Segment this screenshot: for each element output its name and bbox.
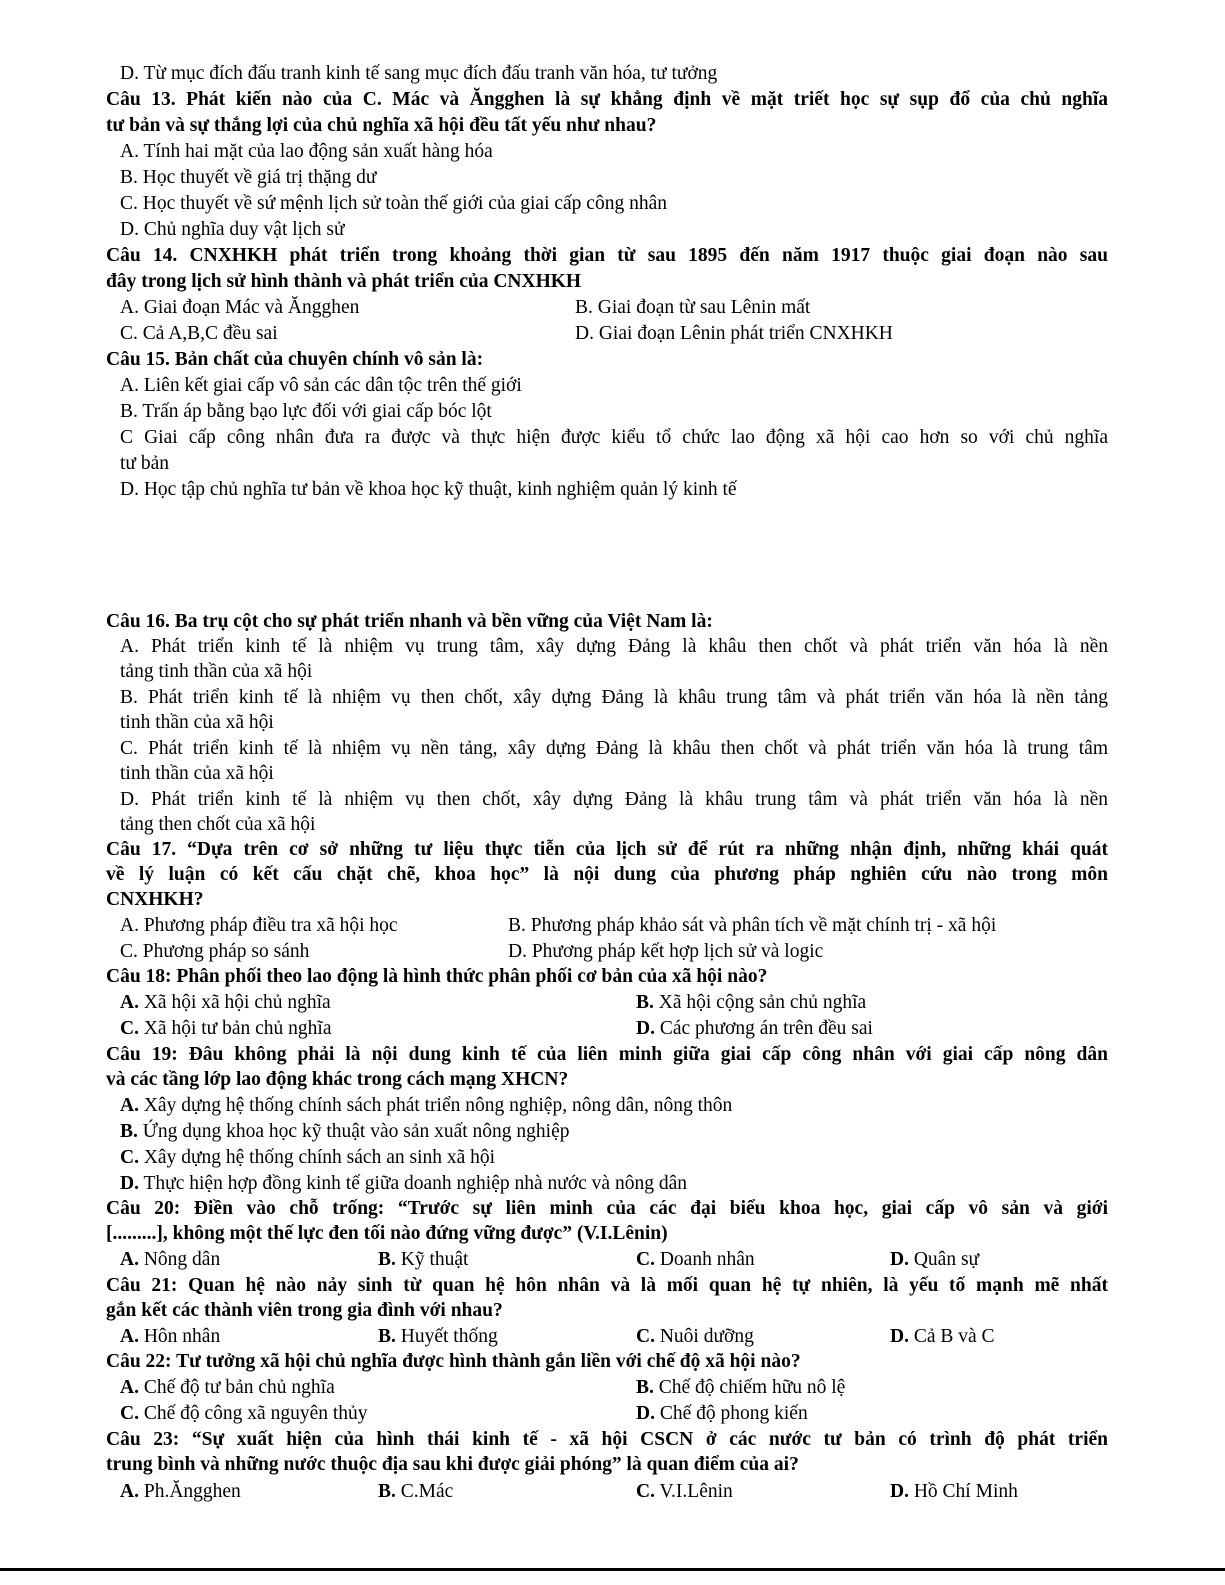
option-text: Nuôi dưỡng xyxy=(654,1326,754,1347)
option-text: Kỹ thuật xyxy=(395,1249,469,1270)
option-b xyxy=(378,1480,453,1504)
question-21-text-cont: gắn kết các thành viên trong gia đình với nhau? xyxy=(106,1300,503,1321)
option-key: D. xyxy=(636,1403,655,1424)
option-d xyxy=(890,1325,995,1349)
option-a xyxy=(120,1480,241,1504)
question-14-text: Câu 14. CNXHKH phát triển trong khoảng thời gian từ sau 1895 đến năm 1917 thuộc giai đoạn nào sau xyxy=(106,245,1108,266)
option-d xyxy=(890,1480,1018,1504)
question-20-text: Câu 20: Điền vào chỗ trống: “Trước sự liên minh của các đại biểu khoa học, giai cấp vô sản và giới xyxy=(106,1198,1108,1219)
option-d: D. Chủ nghĩa duy vật lịch sử xyxy=(120,219,345,240)
question-16-text: Câu 16. Ba trụ cột cho sự phát triển nhanh và bền vững của Việt Nam là: xyxy=(106,611,713,632)
option-a: A. Tính hai mặt của lao động sản xuất hàng hóa xyxy=(120,141,493,162)
option-b xyxy=(636,1376,845,1400)
page-bottom-divider xyxy=(0,1568,1225,1571)
option-b: B. Trấn áp bằng bạo lực đối với giai cấp bóc lột xyxy=(120,401,492,422)
option-c: C. Học thuyết về sứ mệnh lịch sử toàn thế giới của giai cấp công nhân xyxy=(120,193,667,214)
option-a: A. Phương pháp điều tra xã hội học xyxy=(120,915,398,936)
option-text: Xây dựng hệ thống chính sách phát triển nông nghiệp, nông dân, nông thôn xyxy=(138,1095,733,1116)
option-key: C. xyxy=(120,1018,139,1039)
option-key: C. xyxy=(120,1147,139,1168)
option-d xyxy=(636,1402,808,1426)
option-text: Ứng dụng khoa học kỹ thuật vào sản xuất nông nghiệp xyxy=(137,1121,570,1142)
question-23-text-cont: trung bình và những nước thuộc địa sau khi được giải phóng” là quan điểm của ai? xyxy=(106,1454,799,1475)
option-d-cont: tảng then chốt của xã hội xyxy=(120,814,316,835)
question-17-text-cont: về lý luận có kết cấu chặt chẽ, khoa học” là nội dung của phương pháp nghiên cứu nào trong môn xyxy=(106,864,1108,885)
question-15-text: Câu 15. Bản chất của chuyên chính vô sản là: xyxy=(106,349,484,370)
option-text: Cả B và C xyxy=(908,1326,995,1347)
option-a xyxy=(120,1248,220,1272)
option-a xyxy=(120,1376,335,1400)
option-a-cont: tảng tinh thần của xã hội xyxy=(120,661,313,682)
option-b xyxy=(120,1120,570,1144)
option-c xyxy=(120,1017,332,1041)
option-c xyxy=(636,1248,755,1272)
option-text: Hôn nhân xyxy=(138,1326,221,1347)
option-key: A. xyxy=(120,1249,139,1270)
option-d xyxy=(120,1172,687,1196)
question-22-text: Câu 22: Tư tưởng xã hội chủ nghĩa được hình thành gắn liền với chế độ xã hội nào? xyxy=(106,1351,801,1372)
question-13-text: Câu 13. Phát kiến nào của C. Mác và Ăngghen là sự khẳng định về mặt triết học sự sụp đổ của chủ nghĩa xyxy=(106,89,1108,110)
option-key: B. xyxy=(378,1481,396,1502)
option-text: Doanh nhân xyxy=(654,1249,755,1270)
option-key: C. xyxy=(636,1481,655,1502)
option-text: Chế độ công xã nguyên thủy xyxy=(138,1403,368,1424)
question-17-text-end: CNXHKH? xyxy=(106,889,204,910)
option-key: A. xyxy=(120,1481,139,1502)
option-b-cont: tinh thần của xã hội xyxy=(120,712,274,733)
option-b xyxy=(378,1248,468,1272)
option-text: Thực hiện hợp đồng kinh tế giữa doanh nghiệp nhà nước và nông dân xyxy=(138,1173,687,1194)
question-20-text-cont: [.........], không một thế lực đen tối nào đứng vững được” (V.I.Lênin) xyxy=(106,1223,668,1244)
option-text: Hồ Chí Minh xyxy=(908,1481,1018,1502)
option-key: A. xyxy=(120,1326,139,1347)
option-b: B. Giai đoạn từ sau Lênin mất xyxy=(575,297,811,318)
option-c-cont: tinh thần của xã hội xyxy=(120,763,274,784)
option-text: Xã hội cộng sản chủ nghĩa xyxy=(653,992,867,1013)
option-c: C. Cả A,B,C đều sai xyxy=(120,323,278,344)
option-key: C. xyxy=(120,1403,139,1424)
option-key: C. xyxy=(636,1249,655,1270)
option-c xyxy=(636,1325,754,1349)
question-23-text: Câu 23: “Sự xuất hiện của hình thái kinh tế - xã hội CSCN ở các nước tư bản có trình độ phát triển xyxy=(106,1429,1108,1450)
option-key: D. xyxy=(890,1481,909,1502)
option-c xyxy=(120,1402,368,1426)
option-text: Chế độ chiếm hữu nô lệ xyxy=(653,1377,846,1398)
option-a: A. Phát triển kinh tế là nhiệm vụ trung tâm, xây dựng Đảng là khâu then chốt và phát triển văn hóa là nền xyxy=(120,636,1108,657)
option-d: D. Phát triển kinh tế là nhiệm vụ then chốt, xây dựng Đảng là khâu trung tâm và phát triển văn hóa là nền xyxy=(120,789,1108,810)
option-d xyxy=(636,1017,873,1041)
option-c-cont: tư bản xyxy=(120,453,170,474)
option-b: B. Phát triển kinh tế là nhiệm vụ then chốt, xây dựng Đảng là khâu trung tâm và phát triển văn hóa là nền tảng xyxy=(120,687,1108,708)
question-13-text-cont: tư bản và sự thắng lợi của chủ nghĩa xã hội đều tất yếu như nhau? xyxy=(106,115,657,136)
option-text: Các phương án trên đều sai xyxy=(654,1018,873,1039)
option-key: B. xyxy=(378,1326,396,1347)
option-key: D. xyxy=(120,1173,139,1194)
option-text: C.Mác xyxy=(395,1481,454,1502)
option-b xyxy=(378,1325,498,1349)
option-key: A. xyxy=(120,1377,139,1398)
option-a: A. Giai đoạn Mác và Ăngghen xyxy=(120,297,360,318)
question-17-text: Câu 17. “Dựa trên cơ sở những tư liệu thực tiễn của lịch sử để rút ra những nhận định, những khái quát xyxy=(106,839,1108,860)
option-c xyxy=(636,1480,733,1504)
question-19-text-cont: và các tầng lớp lao động khác trong cách mạng XHCN? xyxy=(106,1069,569,1090)
option-text: Huyết thống xyxy=(395,1326,498,1347)
question-14-text-cont: đây trong lịch sử hình thành và phát triển của CNXHKH xyxy=(106,271,582,292)
option-text: Xã hội xã hội chủ nghĩa xyxy=(138,992,331,1013)
option-text: Ph.Ăngghen xyxy=(138,1481,241,1502)
question-18-text: Câu 18: Phân phối theo lao động là hình thức phân phối cơ bản của xã hội nào? xyxy=(106,966,768,987)
option-b: B. Phương pháp khảo sát và phân tích về mặt chính trị - xã hội xyxy=(508,915,997,936)
option-text: Chế độ phong kiến xyxy=(654,1403,808,1424)
question-21-text: Câu 21: Quan hệ nào nảy sinh từ quan hệ hôn nhân và là mối quan hệ tự nhiên, là yếu tố mạnh mẽ nhất xyxy=(106,1275,1108,1296)
option-d: D. Phương pháp kết hợp lịch sử và logic xyxy=(508,941,824,962)
option-a xyxy=(120,1325,220,1349)
option-text: V.I.Lênin xyxy=(654,1481,733,1502)
option-b xyxy=(636,991,866,1015)
option-c: C. Phương pháp so sánh xyxy=(120,941,310,962)
option-key: A. xyxy=(120,1095,139,1116)
option-c: C. Phát triển kinh tế là nhiệm vụ nền tảng, xây dựng Đảng là khâu then chốt và phát triển văn hóa là trung tâm xyxy=(120,738,1108,759)
option-c xyxy=(120,1146,495,1170)
option-text: Chế độ tư bản chủ nghĩa xyxy=(138,1377,335,1398)
option-line: D. Từ mục đích đấu tranh kinh tế sang mục đích đấu tranh văn hóa, tư tưởng xyxy=(120,63,718,84)
option-key: B. xyxy=(636,992,654,1013)
option-c: C Giai cấp công nhân đưa ra được và thực hiện được kiểu tổ chức lao động xã hội cao hơn so với chủ nghĩa xyxy=(120,427,1108,448)
option-key: B. xyxy=(636,1377,654,1398)
option-a xyxy=(120,1094,732,1118)
option-d xyxy=(890,1248,979,1272)
option-text: Xây dựng hệ thống chính sách an sinh xã hội xyxy=(138,1147,496,1168)
question-19-text: Câu 19: Đâu không phải là nội dung kinh tế của liên minh giữa giai cấp công nhân với giai cấp nông dân xyxy=(106,1044,1108,1065)
option-key: D. xyxy=(890,1249,909,1270)
option-key: D. xyxy=(890,1326,909,1347)
option-key: B. xyxy=(120,1121,138,1142)
option-a xyxy=(120,991,331,1015)
option-key: A. xyxy=(120,992,139,1013)
option-d: D. Giai đoạn Lênin phát triển CNXHKH xyxy=(575,323,893,344)
option-key: B. xyxy=(378,1249,396,1270)
option-text: Quân sự xyxy=(908,1249,980,1270)
option-text: Nông dân xyxy=(138,1249,221,1270)
option-key: D. xyxy=(636,1018,655,1039)
option-text: Xã hội tư bản chủ nghĩa xyxy=(138,1018,332,1039)
option-a: A. Liên kết giai cấp vô sản các dân tộc trên thế giới xyxy=(120,375,522,396)
option-b: B. Học thuyết về giá trị thặng dư xyxy=(120,167,377,188)
option-key: C. xyxy=(636,1326,655,1347)
option-d: D. Học tập chủ nghĩa tư bản về khoa học kỹ thuật, kinh nghiệm quản lý kinh tế xyxy=(120,479,737,500)
